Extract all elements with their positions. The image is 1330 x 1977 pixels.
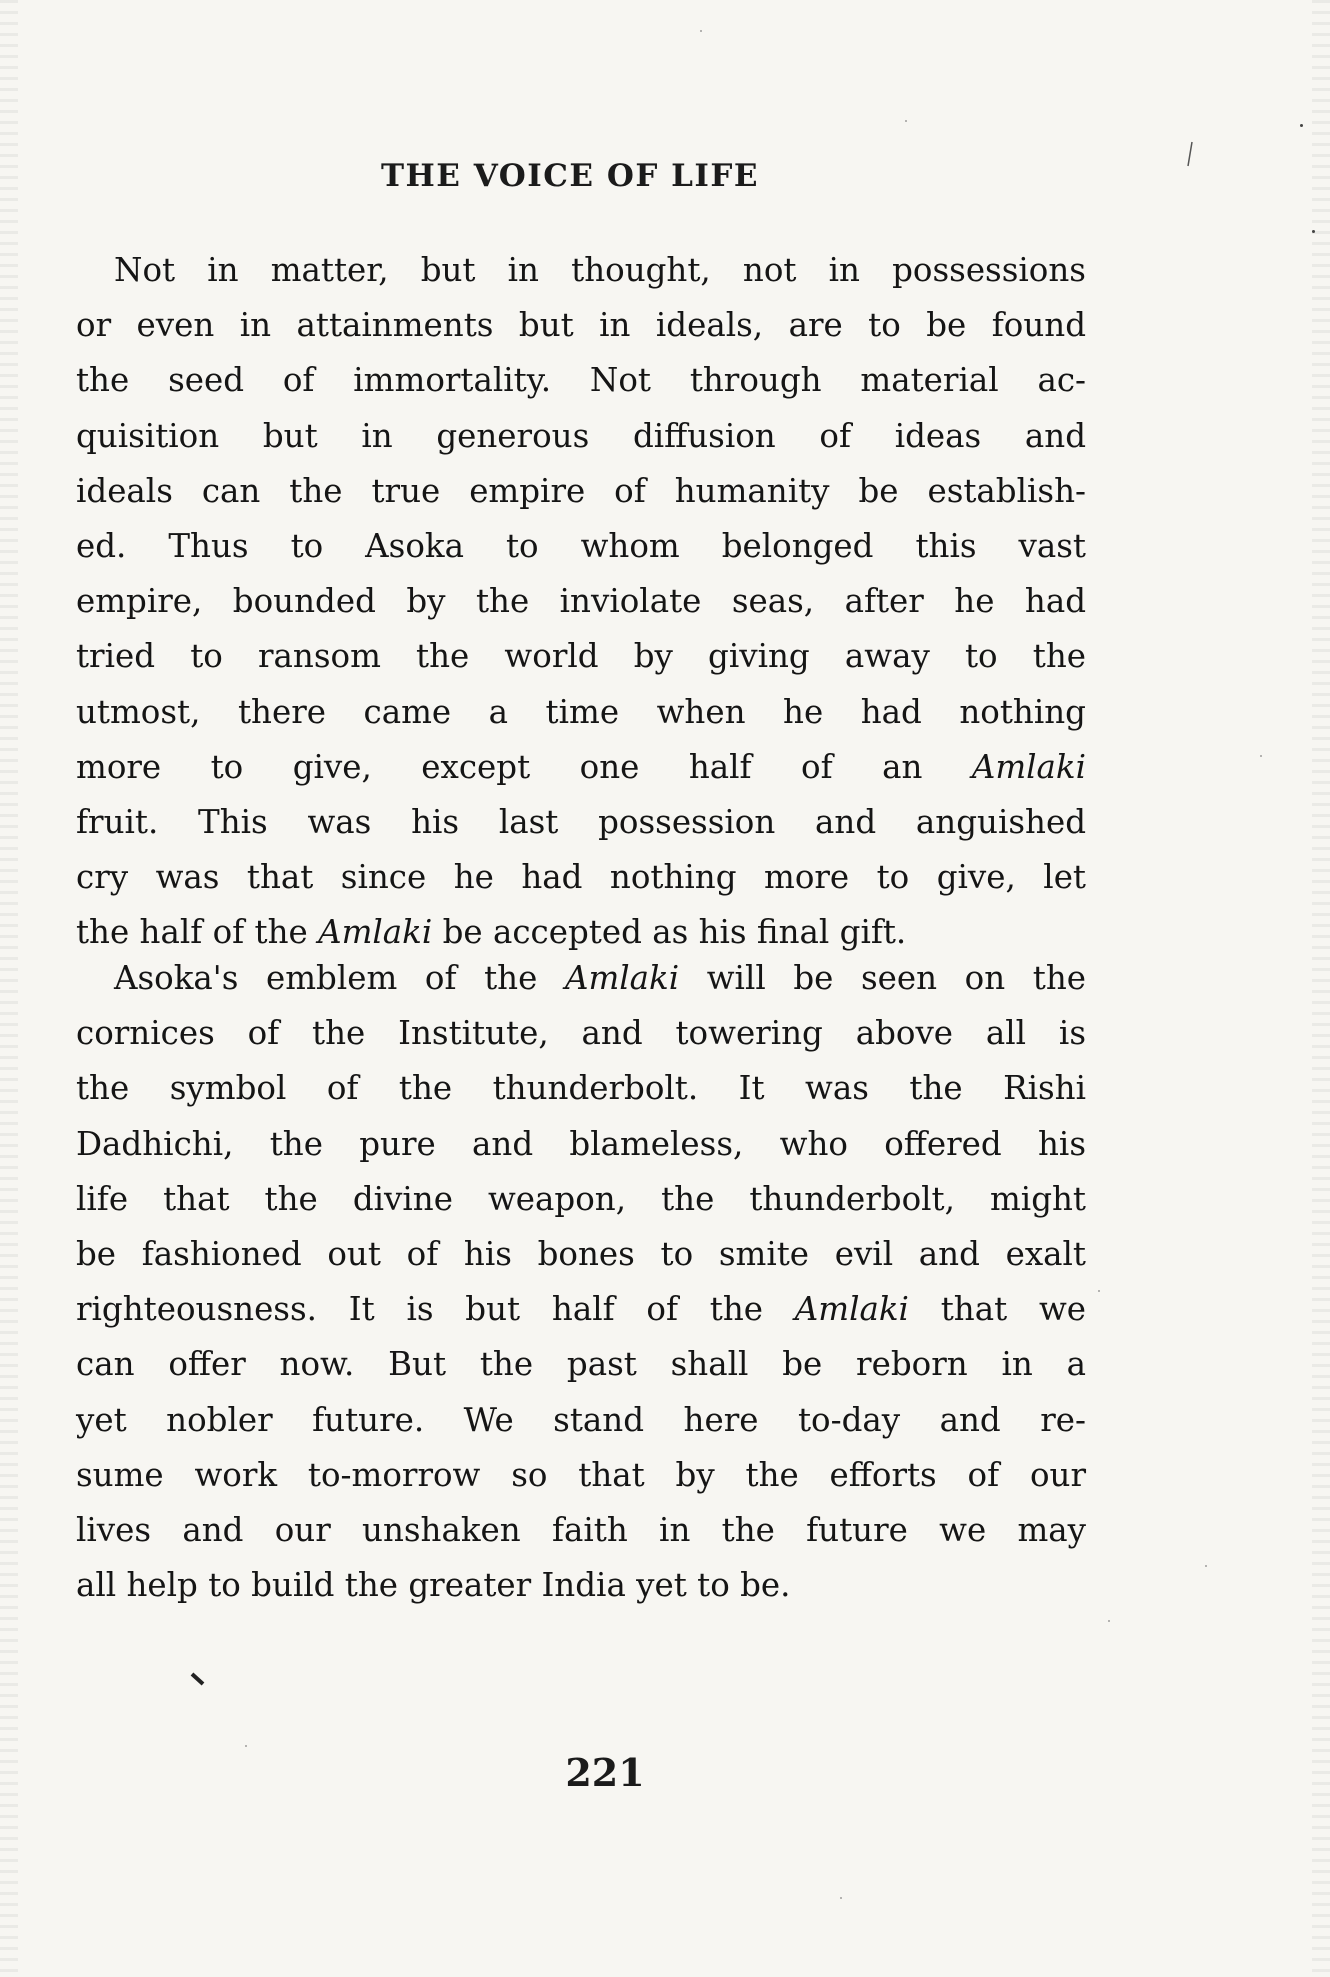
text-segment: Dadhichi, the pure and blameless, who offered his	[76, 1124, 1086, 1163]
text-line	[76, 795, 1086, 850]
text-line	[76, 951, 1086, 1006]
text-line	[76, 243, 1086, 298]
text-segment: righteousness. It is but half of the	[76, 1290, 795, 1329]
text-segment: can offer now. But the past shall be reborn in a	[76, 1345, 1086, 1384]
text-segment: ed. Thus to Asoka to whom belonged this vast	[76, 526, 1086, 565]
text-segment: Asoka's emblem of the	[114, 959, 565, 997]
text-line	[76, 1558, 1086, 1613]
text-segment: more to give, except one half of an	[76, 747, 972, 786]
scan-speck	[1108, 1620, 1110, 1622]
text-segment: Not in matter, but in thought, not in possessions	[114, 251, 1086, 289]
text-line	[76, 1282, 1086, 1337]
text-segment: that we	[908, 1290, 1086, 1329]
italic-term: Amlaki	[794, 1290, 909, 1329]
text-segment: all help to build the greater India yet to be.	[76, 1566, 791, 1605]
text-segment: or even in attainments but in ideals, are to be found	[76, 306, 1086, 345]
text-line	[76, 1061, 1086, 1116]
text-line	[76, 850, 1086, 905]
text-segment: cornices of the Institute, and towering above all is	[76, 1014, 1086, 1053]
stray-mark	[190, 1672, 206, 1688]
scan-speck	[905, 120, 907, 122]
text-segment: cry was that since he had nothing more to give, let	[76, 858, 1086, 897]
text-line	[76, 629, 1086, 684]
text-segment: empire, bounded by the inviolate seas, after he had	[76, 582, 1086, 621]
text-segment: sume work to-morrow so that by the efforts of our	[76, 1455, 1086, 1494]
scan-speck	[1098, 1290, 1100, 1292]
text-line	[76, 1117, 1086, 1172]
italic-term: Amlaki	[971, 747, 1086, 786]
text-line	[76, 519, 1086, 574]
text-line	[76, 353, 1086, 408]
text-segment: yet nobler future. We stand here to-day and re-	[76, 1400, 1086, 1439]
text-segment: ideals can the true empire of humanity be establish-	[76, 471, 1086, 510]
scan-speck	[1300, 124, 1303, 127]
left-page-edge-noise	[0, 0, 18, 1977]
text-segment: be fashioned out of his bones to smite evil and exalt	[76, 1234, 1086, 1273]
text-line	[76, 685, 1086, 740]
text-segment: life that the divine weapon, the thunderbolt, might	[76, 1179, 1086, 1218]
text-line	[76, 1337, 1086, 1392]
scan-speck	[1260, 755, 1262, 757]
text-line	[76, 740, 1086, 795]
italic-term: Amlaki	[318, 913, 433, 952]
text-segment: will be seen on the	[679, 959, 1087, 997]
text-line	[76, 298, 1086, 353]
scan-speck	[1205, 1565, 1207, 1567]
text-segment: the seed of immortality. Not through material ac-	[76, 361, 1086, 400]
paragraph-2	[76, 951, 1086, 1613]
scan-speck	[840, 1897, 842, 1899]
right-page-edge-noise	[1312, 0, 1330, 1977]
text-line	[76, 574, 1086, 629]
stray-mark	[1185, 140, 1195, 170]
text-segment: utmost, there came a time when he had nothing	[76, 692, 1086, 731]
text-line	[76, 1172, 1086, 1227]
text-segment: be accepted as his final gift.	[432, 913, 907, 952]
scan-speck	[245, 1745, 247, 1747]
text-line	[76, 1227, 1086, 1282]
text-segment: the symbol of the thunderbolt. It was the Rishi	[76, 1069, 1086, 1108]
text-line	[76, 1006, 1086, 1061]
running-head: THE VOICE OF LIFE	[380, 158, 760, 194]
italic-term: Amlaki	[564, 959, 680, 997]
text-segment: tried to ransom the world by giving away to the	[76, 637, 1086, 676]
text-line	[76, 464, 1086, 519]
page-number: 221	[565, 1750, 645, 1795]
text-segment: lives and our unshaken faith in the future we may	[76, 1510, 1086, 1549]
text-line	[76, 1448, 1086, 1503]
scan-speck	[1312, 230, 1315, 233]
text-line	[76, 1503, 1086, 1558]
scan-speck	[700, 30, 702, 32]
text-segment: the half of the	[76, 913, 319, 952]
text-line	[76, 1393, 1086, 1448]
text-segment: quisition but in generous diffusion of ideas and	[76, 416, 1086, 455]
text-segment: fruit. This was his last possession and anguished	[76, 802, 1086, 841]
text-line	[76, 409, 1086, 464]
paragraph-1	[76, 243, 1086, 960]
